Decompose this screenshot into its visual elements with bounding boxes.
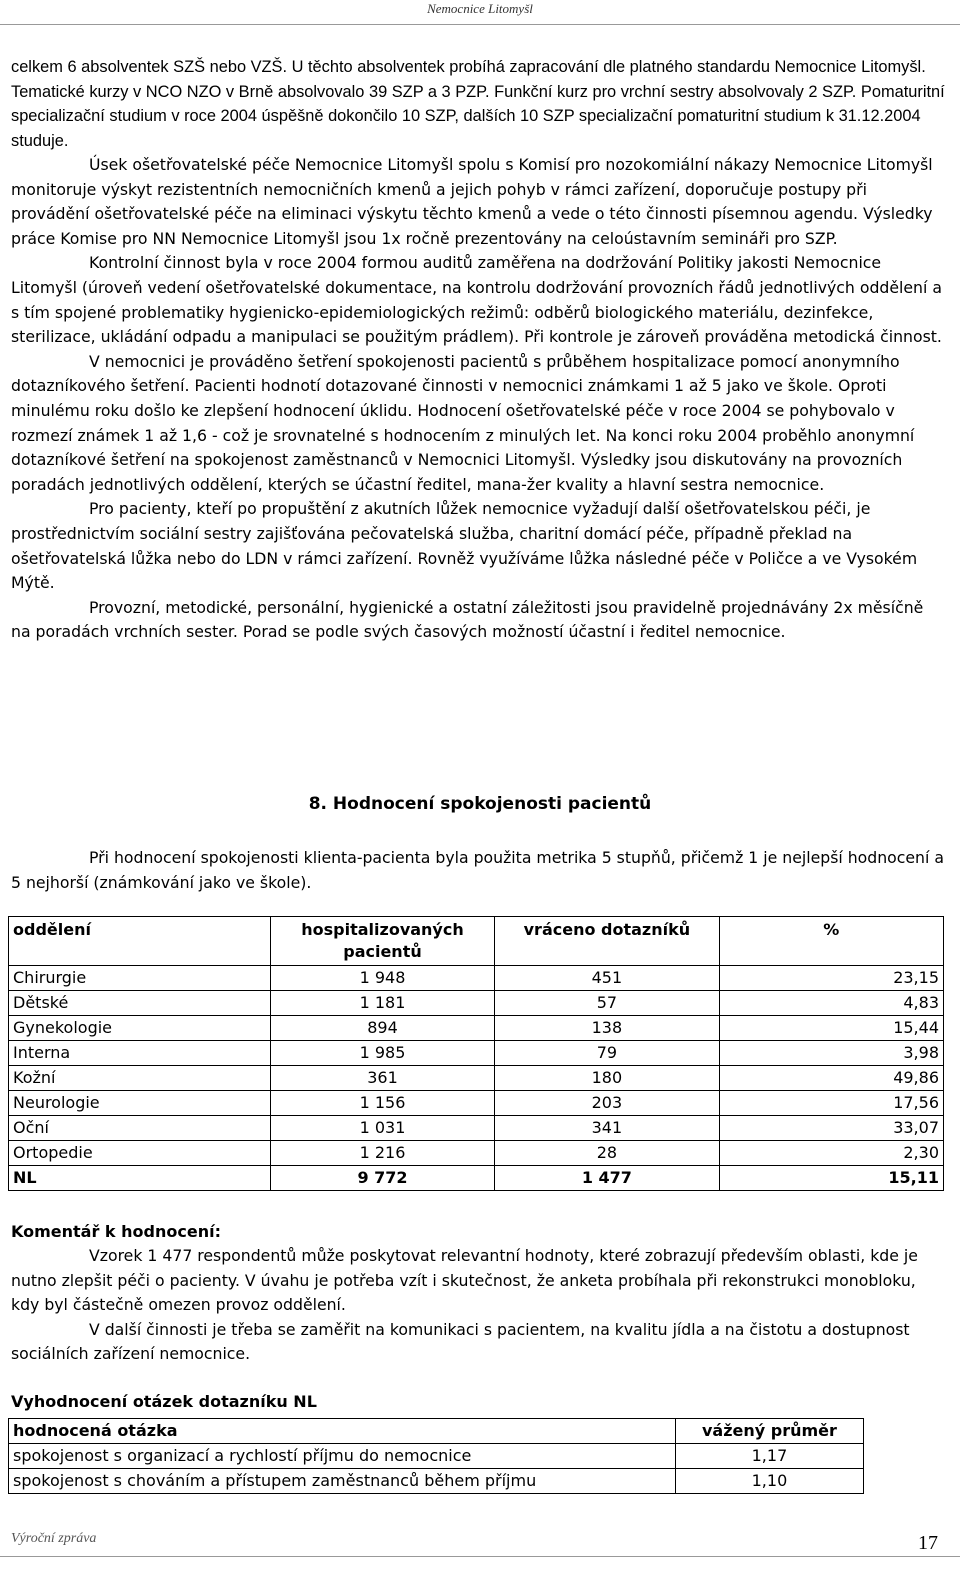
- cell-returned: 1 477: [495, 1166, 719, 1191]
- cell-hospitalized: 1 948: [270, 966, 494, 991]
- cell-returned: 28: [495, 1141, 719, 1166]
- cell-percent: 17,56: [719, 1091, 943, 1116]
- col-weighted-average: vážený průměr: [675, 1419, 863, 1444]
- paragraph-text: V nemocnici je prováděno šetření spokojenosti pacientů s průběhem hospitalizace pomocí anonymního dotazníkového šetření. Pacienti hodnotí dotazované činnosti v nemocnici známkami 1 až 5 jako ve škole. Oproti minulému roku došlo ke zlepšení hodnocení úklidu. Hodnocení ošetřovatelské péče v roce 2004 se pohybovalo v rozmezí známek 1 až 1,6 - což je srovnatelné s hodnocením z minulých let. Na konci roku 2004 proběhlo anonymní dotazníkové šetření na spokojenost zaměstnanců v Nemocnici Litomyšl. Výsledky jsou diskutovány na provozních poradách jednotlivých oddělení, kterých se účastní ředitel, mana-žer kvality a hlavní sestra nemocnice.: [11, 351, 915, 494]
- col-hospitalized: hospitalizovaných pacientů: [270, 917, 494, 966]
- paragraph-text: Úsek ošetřovatelské péče Nemocnice Litomyšl spolu s Komisí pro nozokomiální nákazy Nemocnice Litomyšl monitoruje výskyt rezistentních nemocničních kmenů a jejich pohyb v rámci zařízení, doporučuje postupy při provádění ošetřovatelské péče na eliminaci výskytu těchto kmenů a vede o této činnosti písemnou agendu. Výsledky práce Komise pro NN Nemocnice Litomyšl jsou 1x ročně prezentovány na celoústavním semináři pro SZP.: [11, 155, 933, 248]
- cell-percent: 33,07: [719, 1116, 943, 1141]
- cell-returned: 180: [495, 1066, 719, 1091]
- cell-hospitalized: 1 985: [270, 1041, 494, 1066]
- paragraph-survey: [11, 350, 946, 498]
- cell-percent: 4,83: [719, 991, 943, 1016]
- header-title: Nemocnice Litomyšl: [427, 1, 533, 16]
- cell-department: Oční: [9, 1116, 271, 1141]
- header-divider: [0, 24, 960, 25]
- table-row: [9, 1041, 944, 1066]
- cell-hospitalized: 1 216: [270, 1141, 494, 1166]
- cell-average: 1,17: [675, 1444, 863, 1469]
- cell-department: NL: [9, 1166, 271, 1191]
- cell-question: spokojenost s chováním a přístupem zaměstnanců během příjmu: [9, 1469, 676, 1494]
- paragraph-text: Kontrolní činnost byla v roce 2004 formou auditů zaměřena na dodržování Politiky jakosti Nemocnice Litomyšl (úroveň vedení ošetřovatelské dokumentace, na kontrolu dodržování provozních řádů jednotlivých oddělení a s tím spojené problematiky hygienicko-epidemiologických režimů: odběrů biologického materiálu, dezinfekce, sterilizace, ukládání odpadu a manipulaci se použitým prádlem). Při kontrole je zároveň prováděna metodická činnost.: [11, 253, 942, 347]
- paragraph-text: Provozní, metodické, personální, hygienické a ostatní záležitosti jsou pravidelně projednávány 2x měsíčně na poradách vrchních sester. Porad se podle svých časových možností účastní i ředitel nemocnice.: [11, 597, 924, 642]
- col-percent: %: [719, 917, 943, 966]
- comment-paragraph: [11, 1318, 946, 1367]
- cell-hospitalized: 1 031: [270, 1116, 494, 1141]
- table-row: [9, 991, 944, 1016]
- cell-department: Chirurgie: [9, 966, 271, 991]
- table-row: [9, 1016, 944, 1041]
- table-row: [9, 1091, 944, 1116]
- col-department: oddělení: [9, 917, 271, 966]
- cell-hospitalized: 361: [270, 1066, 494, 1091]
- page-number: 17: [918, 1532, 938, 1554]
- cell-department: Ortopedie: [9, 1141, 271, 1166]
- table-row: [9, 1066, 944, 1091]
- col-question: hodnocená otázka: [9, 1419, 676, 1444]
- question-evaluation-table: [8, 1418, 864, 1494]
- table-row: [9, 1141, 944, 1166]
- cell-question: spokojenost s organizací a rychlostí příjmu do nemocnice: [9, 1444, 676, 1469]
- comment-text: V další činnosti je třeba se zaměřit na komunikaci s pacientem, na kvalitu jídla a na čistotu a dostupnost sociálních zařízení nemocnice.: [11, 1319, 910, 1364]
- cell-department: Gynekologie: [9, 1016, 271, 1041]
- cell-average: 1,10: [675, 1469, 863, 1494]
- cell-returned: 341: [495, 1116, 719, 1141]
- table-header-row: [9, 917, 944, 966]
- cell-percent: 3,98: [719, 1041, 943, 1066]
- cell-department: Neurologie: [9, 1091, 271, 1116]
- comment-title: Komentář k hodnocení:: [11, 1222, 221, 1241]
- cell-percent: 2,30: [719, 1141, 943, 1166]
- paragraph-infections: [11, 153, 946, 251]
- table-row: [9, 966, 944, 991]
- satisfaction-table: [8, 916, 944, 1191]
- cell-percent: 23,15: [719, 966, 943, 991]
- paragraph-aftercare: [11, 497, 946, 595]
- col-returned: vráceno dotazníků: [495, 917, 719, 966]
- table-row: [9, 1116, 944, 1141]
- cell-returned: 451: [495, 966, 719, 991]
- table-row: [9, 1469, 864, 1494]
- cell-returned: 57: [495, 991, 719, 1016]
- footer-divider: [0, 1556, 960, 1557]
- footer-doc-title: Výroční zpráva: [11, 1531, 97, 1546]
- cell-returned: 203: [495, 1091, 719, 1116]
- cell-hospitalized: 894: [270, 1016, 494, 1041]
- cell-department: Dětské: [9, 991, 271, 1016]
- paragraph-text: Pro pacienty, kteří po propuštění z akutních lůžek nemocnice vyžadují další ošetřovatelskou péči, je prostřednictvím sociální sestry zajišťována pečovatelská služba, charitní domácí péče, případně překlad na ošetřovatelská lůžka nebo do LDN v rámci zařízení. Rovněž využíváme lůžka následné péče v Poličce a ve Vysokém Mýtě.: [11, 499, 918, 593]
- main-paragraphs: [11, 153, 946, 645]
- intro-text: celkem 6 absolventek SZŠ nebo VZŠ. U těchto absolventek probíhá zapracování dle platného standardu Nemocnice Litomyšl. Tematické kurzy v NCO NZO v Brně absolvovalo 39 SZP a 3 PZP. Funkční kurz pro vrchní sestry absolvovaly 2 SZP. Pomaturitní specializační studium v roce 2004 úspěšně dokončilo 10 SZP, dalších 10 SZP specializační pomaturitní studium k 31.12.2004 studuje.: [11, 58, 945, 150]
- table-row: [9, 1444, 864, 1469]
- cell-percent: 15,11: [719, 1166, 943, 1191]
- cell-hospitalized: 9 772: [270, 1166, 494, 1191]
- eval-title: Vyhodnocení otázek dotazníku NL: [11, 1392, 317, 1411]
- intro-paragraph: [11, 55, 946, 153]
- cell-hospitalized: 1 181: [270, 991, 494, 1016]
- section-intro: [11, 846, 946, 895]
- comment-text: Vzorek 1 477 respondentů může poskytovat relevantní hodnoty, které zobrazují především oblasti, kde je nutno zlepšit péči o pacienty. V úvahu je potřeba vzít i skutečnost, že anketa probíhala při rekonstrukci monobloku, kdy byl částečně omezen provoz oddělení.: [11, 1246, 918, 1315]
- section-intro-text: Při hodnocení spokojenosti klienta-pacienta byla použita metrika 5 stupňů, přičemž 1 je nejlepší hodnocení a 5 nejhorší (známkování jako ve škole).: [11, 848, 944, 892]
- comment-body: [11, 1244, 946, 1367]
- table-header-row: [9, 1419, 864, 1444]
- cell-returned: 79: [495, 1041, 719, 1066]
- paragraph-meetings: [11, 596, 946, 645]
- comment-paragraph: [11, 1244, 946, 1318]
- cell-department: Interna: [9, 1041, 271, 1066]
- page-header: [0, 0, 960, 22]
- paragraph-audits: [11, 251, 946, 349]
- cell-hospitalized: 1 156: [270, 1091, 494, 1116]
- cell-percent: 49,86: [719, 1066, 943, 1091]
- cell-department: Kožní: [9, 1066, 271, 1091]
- table-total-row: [9, 1166, 944, 1191]
- section-title: 8. Hodnocení spokojenosti pacientů: [308, 794, 652, 814]
- cell-returned: 138: [495, 1016, 719, 1041]
- cell-percent: 15,44: [719, 1016, 943, 1041]
